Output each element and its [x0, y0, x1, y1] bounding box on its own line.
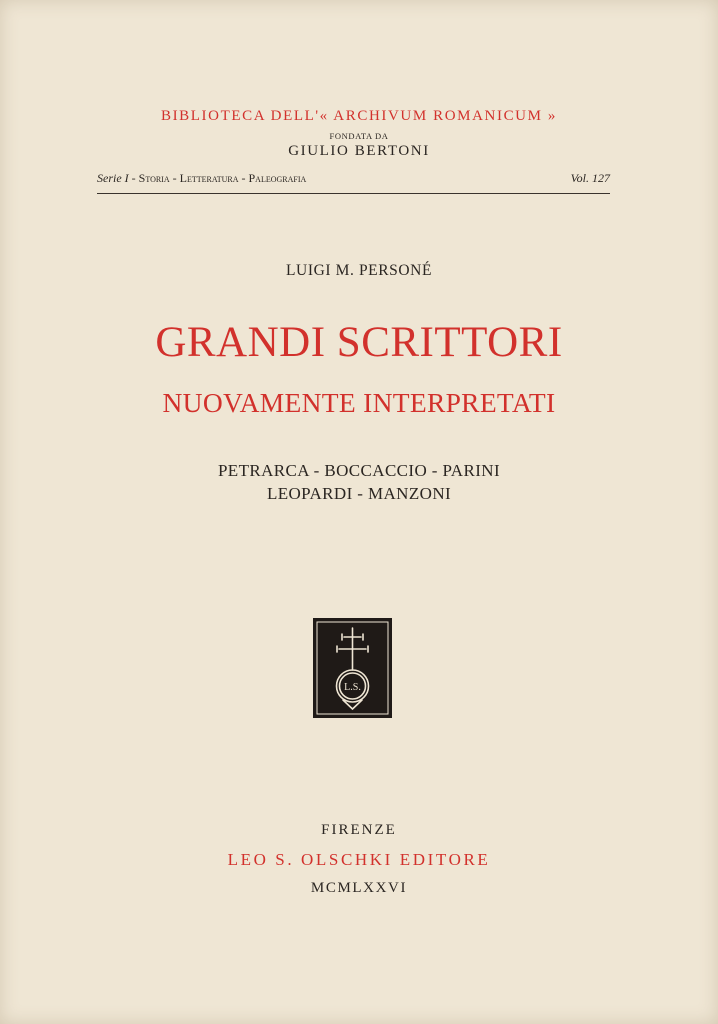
- series-info: [97, 171, 306, 186]
- series-title: BIBLIOTECA DELL'« ARCHIVUM ROMANICUM »: [160, 108, 557, 124]
- book-subtitle: NUOVAMENTE INTERPRETATI: [162, 387, 556, 418]
- publication-year: MCMLXXVI: [310, 880, 408, 896]
- authors-line-1: PETRARCA - BOCCACCIO - PARINI: [217, 461, 501, 480]
- volume-number: Vol. 127: [570, 171, 610, 185]
- header-divider: [97, 193, 610, 194]
- series-subjects: - Storia - Letteratura - Paleografia: [131, 171, 307, 185]
- authors-line-2: LEOPARDI - MANZONI: [266, 484, 452, 503]
- author-name: LUIGI M. PERSONÉ: [285, 262, 433, 279]
- founder-name: GIULIO BERTONI: [288, 143, 430, 159]
- series-prefix: Serie I: [97, 171, 129, 185]
- book-title: GRANDI SCRITTORI: [155, 319, 563, 366]
- publisher-emblem-icon: [313, 618, 392, 718]
- publication-city: FIRENZE: [321, 822, 397, 838]
- founded-label: FONDATA DA: [329, 131, 389, 141]
- emblem-monogram: L.S.: [344, 682, 361, 693]
- publisher-name: LEO S. OLSCHKI EDITORE: [227, 850, 491, 869]
